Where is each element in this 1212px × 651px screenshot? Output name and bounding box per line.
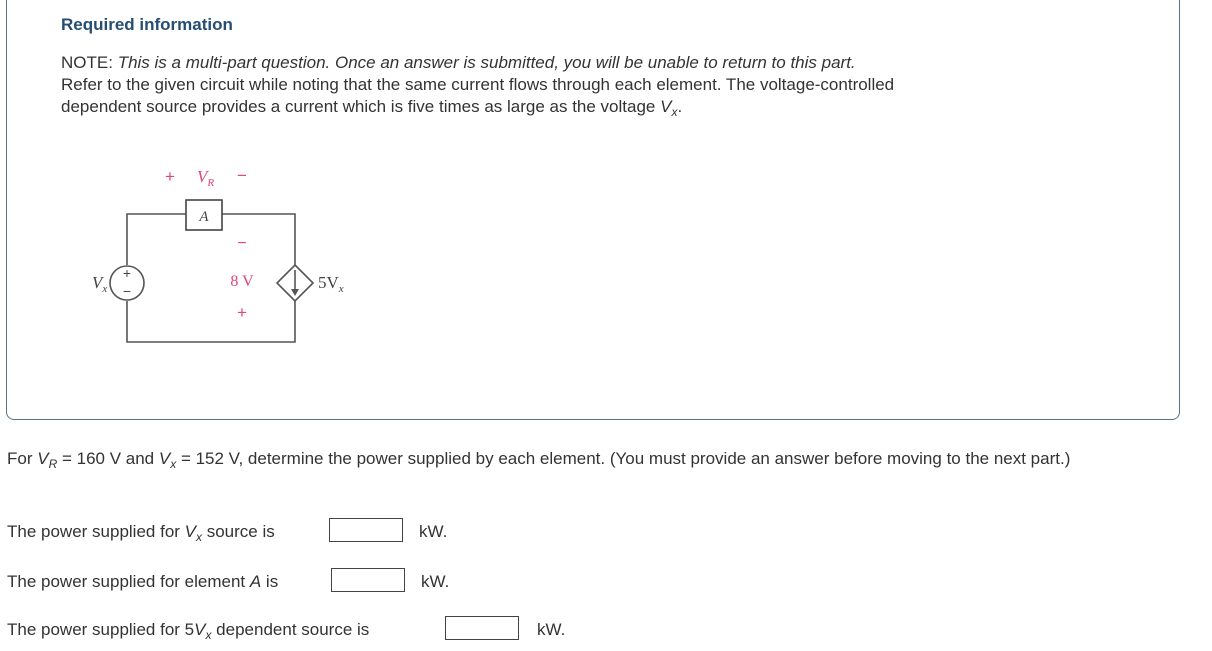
unit-label: kW. <box>537 620 566 639</box>
note-italic: This is a multi-part question. Once an answer is submitted, you will be unable to return to this part. <box>117 53 856 72</box>
answer-row-element-a: The power supplied for element A is kW. <box>7 572 278 592</box>
question-text: For $V_R = 160$ V and $V_x = 152$ V, determine the power supplied by each element. (You must provide an answer before moving to the next part.) <box>7 449 1071 471</box>
unit-label: kW. <box>419 522 448 541</box>
circuit-bottom-wire <box>127 301 295 342</box>
vr-minus: − <box>237 166 247 185</box>
mid-plus: + <box>237 303 247 322</box>
circuit-top-right-wire <box>222 214 295 265</box>
element-a-power-input[interactable] <box>331 568 405 592</box>
unit-label: kW. <box>421 572 450 591</box>
vr-label: $V_R$ <box>197 167 215 189</box>
dependent-source-power-input[interactable] <box>445 616 519 640</box>
answer-row-dependent-source: The power supplied for $5V_x$ dependent source is kW. <box>7 620 369 640</box>
circuit-top-left-wire <box>127 214 186 265</box>
mid-voltage-label: 8 V <box>230 273 254 290</box>
circuit-diagram <box>86 162 386 352</box>
element-a-label: A <box>199 209 209 225</box>
vx-source-power-input[interactable] <box>329 518 403 542</box>
section-title: Required information <box>61 15 233 34</box>
dependent-source-label: $5V_x$ <box>318 273 344 295</box>
vx-source-plus: + <box>122 265 132 281</box>
vx-label: $V_x$ <box>92 273 108 295</box>
note-text <box>61 52 1061 118</box>
answer-row-vx-source: The power supplied for $V_x$ source is kW. <box>7 522 275 542</box>
vr-plus: + <box>165 167 175 186</box>
note-prefix: NOTE: <box>61 53 113 72</box>
mid-minus: − <box>237 235 247 252</box>
note-line-2: Refer to the given circuit while noting that the same current flows through each element. The voltage-controlled <box>61 75 895 94</box>
vx-source-minus: − <box>122 283 132 299</box>
note-line-3: dependent source provides a current which is five times as large as the voltage $V_x$. <box>61 97 683 119</box>
